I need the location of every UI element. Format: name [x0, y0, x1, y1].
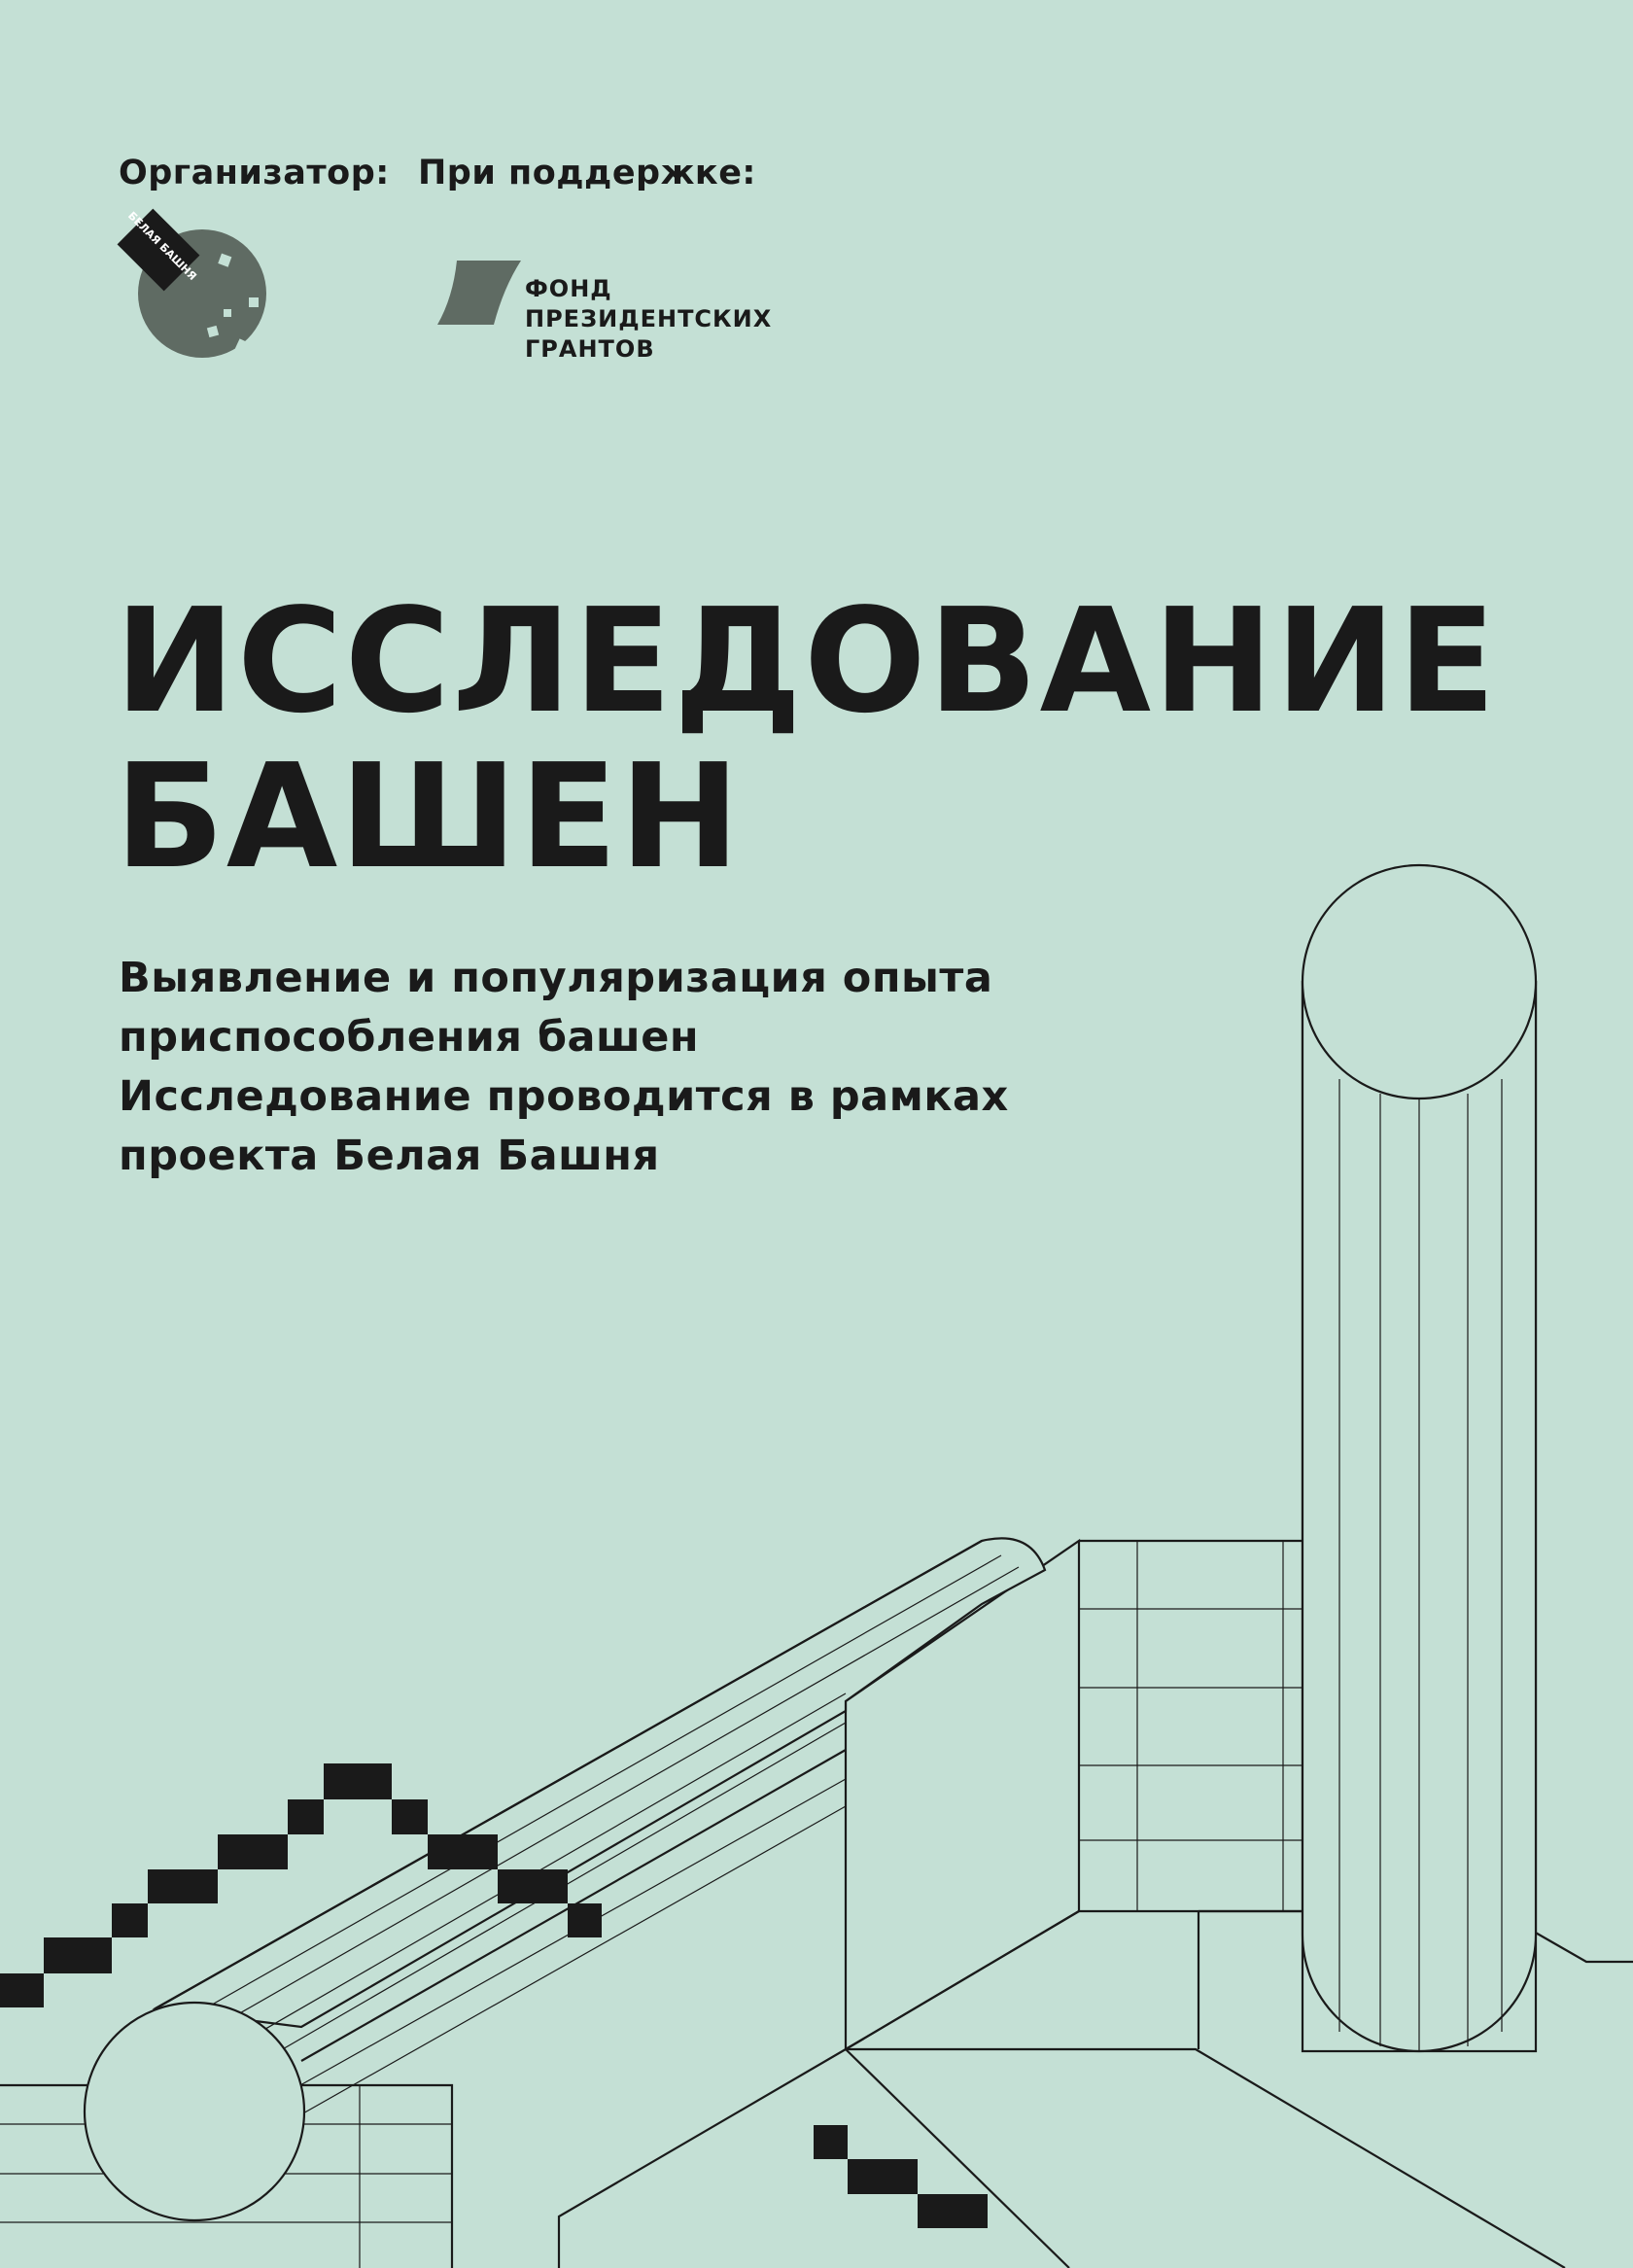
- fund-name-line-1: ФОНД: [525, 275, 612, 302]
- page-title: [115, 577, 1498, 900]
- title-line-1: ИССЛЕДОВАНИЕ: [115, 577, 1498, 745]
- subtitle-line-3: Исследование проводится в рамках: [119, 1072, 1009, 1121]
- subtitle-line-2: приспособления башен: [119, 1013, 700, 1062]
- subtitle-line-1: Выявление и популяризация опыта: [119, 954, 993, 1002]
- subtitle-line-4: проекта Белая Башня: [119, 1132, 660, 1180]
- fund-name-line-2: ПРЕЗИДЕНТСКИХ: [525, 305, 773, 332]
- logo-text: БЕЛАЯ БАШНЯ: [125, 209, 199, 283]
- fund-name-line-3: ГРАНТОВ: [525, 335, 655, 363]
- title-line-2: БАШЕН: [115, 733, 743, 900]
- support-label: При поддержке:: [418, 154, 756, 192]
- organizer-label: Организатор:: [119, 154, 390, 192]
- subtitle: [119, 949, 1009, 1186]
